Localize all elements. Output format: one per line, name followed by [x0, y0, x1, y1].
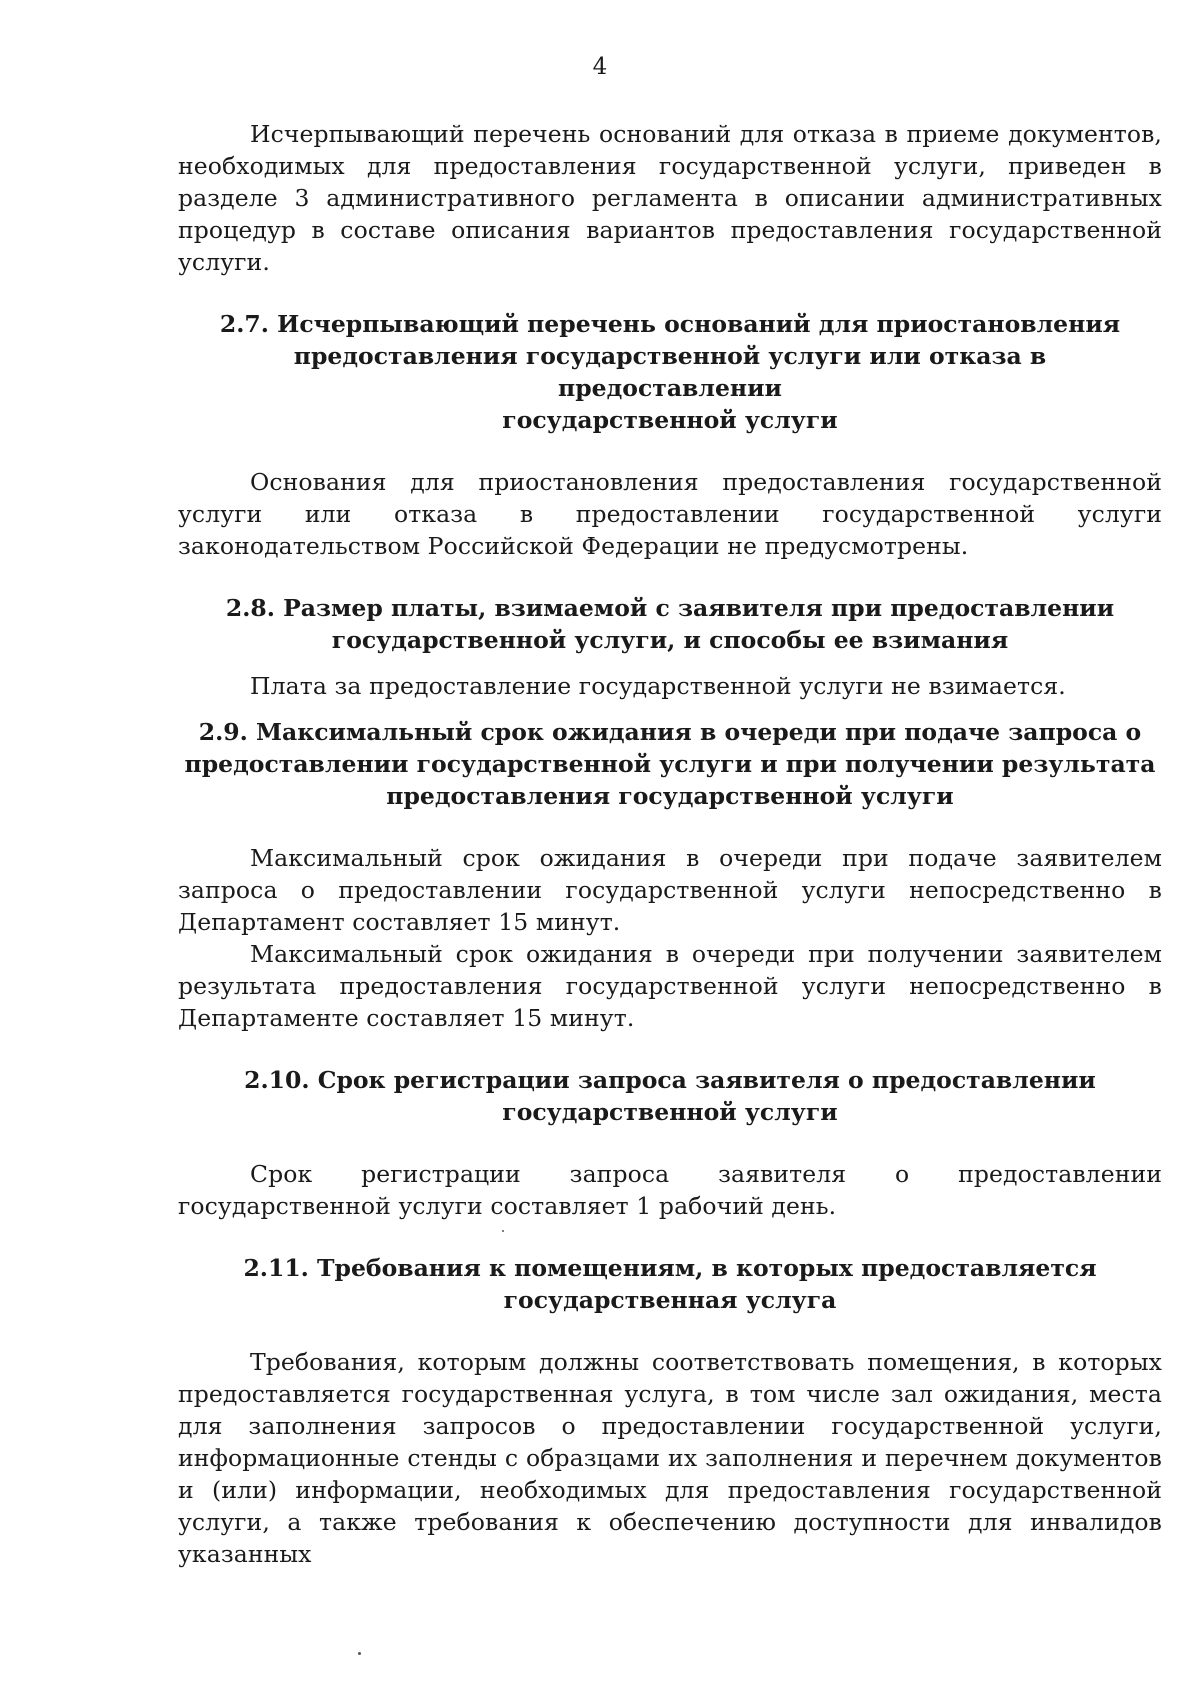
scan-speck	[358, 1652, 361, 1655]
heading-line: государственная услуга	[503, 1286, 837, 1314]
heading-line: государственной услуги	[502, 1098, 838, 1126]
heading-line: государственной услуги	[502, 406, 838, 434]
heading-line: 2.9. Максимальный срок ожидания в очереди при подаче запроса о	[198, 718, 1142, 746]
heading-line: 2.8. Размер платы, взимаемой с заявителя при предоставлении	[225, 594, 1115, 622]
heading-line: 2.11. Требования к помещениям, в которых предоставляется	[243, 1254, 1097, 1282]
heading-line: предоставления государственной услуги	[386, 782, 954, 810]
paragraph-suspension-grounds: Основания для приостановления предоставления государственной услуги или отказа в предоставлении государственной услуги законодательством Российской Федерации не предусмотрены.	[178, 468, 1162, 560]
heading-line: 2.10. Срок регистрации запроса заявителя о предоставлении	[244, 1066, 1096, 1094]
section-heading-2-10	[178, 1064, 1162, 1128]
heading-line: предоставления государственной услуги или отказа в предоставлении	[293, 342, 1047, 402]
section-heading-2-11	[178, 1252, 1162, 1316]
section-heading-2-7	[178, 308, 1162, 436]
scan-speck	[502, 1230, 504, 1232]
paragraph-queue-submission: Максимальный срок ожидания в очереди при подаче заявителем запроса о предоставлении государственной услуги непосредственно в Департамент составляет 15 минут.	[178, 844, 1162, 936]
heading-line: 2.7. Исчерпывающий перечень оснований для приостановления	[219, 310, 1121, 338]
heading-line: государственной услуги, и способы ее взимания	[331, 626, 1009, 654]
document-body	[178, 118, 1162, 1570]
paragraph-queue-result: Максимальный срок ожидания в очереди при получении заявителем результата предоставления государственной услуги непосредственно в Департаменте составляет 15 минут.	[178, 940, 1162, 1032]
page-number: 4	[592, 54, 608, 80]
section-heading-2-9	[178, 716, 1162, 812]
paragraph-fee: Плата за предоставление государственной услуги не взимается.	[250, 672, 1066, 700]
section-heading-2-8	[178, 592, 1162, 656]
paragraph-refusal-grounds: Исчерпывающий перечень оснований для отказа в приеме документов, необходимых для предоставления государственной услуги, приведен в разделе 3 административного регламента в описании административных процедур в составе описания вариантов предоставления государственной услуги.	[178, 120, 1162, 276]
paragraph-registration-term: Срок регистрации запроса заявителя о предоставлении государственной услуги составляет 1 рабочий день.	[178, 1160, 1162, 1220]
paragraph-premises-requirements: Требования, которым должны соответствовать помещения, в которых предоставляется государственная услуга, в том числе зал ожидания, места для заполнения запросов о предоставлении государственной услуги, информационные стенды с образцами их заполнения и перечнем документов и (или) информации, необходимых для предоставления государственной услуги, а также требования к обеспечению доступности для инвалидов указанных	[178, 1348, 1162, 1568]
heading-line: предоставлении государственной услуги и при получении результата	[184, 750, 1156, 778]
